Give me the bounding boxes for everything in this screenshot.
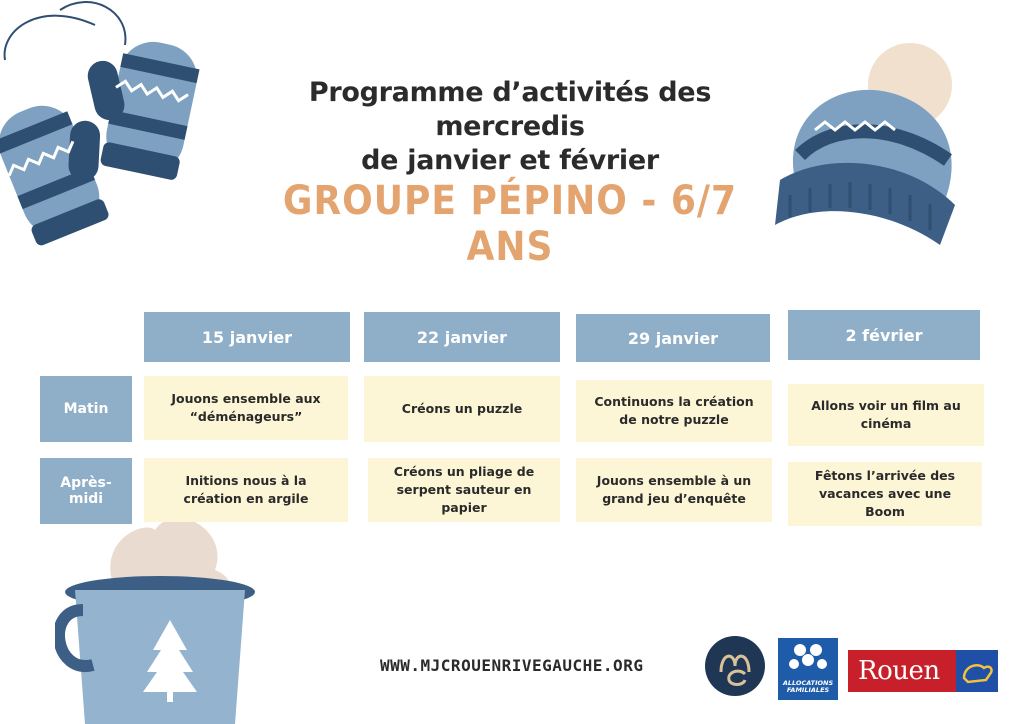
caf-logo-text: ALLOCATIONS FAMILIALES bbox=[782, 679, 834, 694]
row-label-afternoon: Après-midi bbox=[40, 458, 132, 524]
rouen-logo-text: Rouen bbox=[858, 656, 940, 686]
activity-cell: Jouons ensemble aux “déménageurs” bbox=[144, 376, 348, 440]
date-header-2: 22 janvier bbox=[364, 312, 560, 362]
title-line-1: Programme d’activités des mercredis bbox=[308, 77, 712, 142]
lamb-emblem-icon bbox=[956, 650, 998, 692]
activity-cell: Jouons ensemble à un grand jeu d’enquête bbox=[576, 458, 772, 522]
date-header-4: 2 février bbox=[788, 310, 980, 360]
hot-chocolate-mug-icon bbox=[55, 500, 270, 724]
beanie-icon bbox=[770, 30, 970, 255]
activity-cell: Continuons la création de notre puzzle bbox=[576, 380, 772, 442]
date-header-3: 29 janvier bbox=[576, 314, 770, 362]
mjc-logo bbox=[705, 636, 765, 696]
activity-cell: Créons un puzzle bbox=[364, 376, 560, 442]
caf-logo bbox=[778, 638, 838, 700]
rouen-logo bbox=[848, 650, 998, 692]
mittens-icon bbox=[0, 0, 200, 250]
activity-cell: Initions nous à la création en argile bbox=[144, 458, 348, 522]
activity-cell: Fêtons l’arrivée des vacances avec une Boom bbox=[788, 462, 982, 526]
website-link[interactable]: WWW.MJCROUENRIVEGAUCHE.ORG bbox=[380, 656, 644, 675]
activity-cell: Allons voir un film au cinéma bbox=[788, 384, 984, 446]
activity-cell: Créons un pliage de serpent sauteur en papier bbox=[368, 458, 560, 522]
page-title bbox=[230, 76, 790, 178]
date-header-1: 15 janvier bbox=[144, 312, 350, 362]
row-label-morning: Matin bbox=[40, 376, 132, 442]
group-subtitle: GROUPE PÉPINO - 6/7 ANS bbox=[282, 178, 738, 270]
title-line-2: de janvier et février bbox=[361, 145, 659, 176]
